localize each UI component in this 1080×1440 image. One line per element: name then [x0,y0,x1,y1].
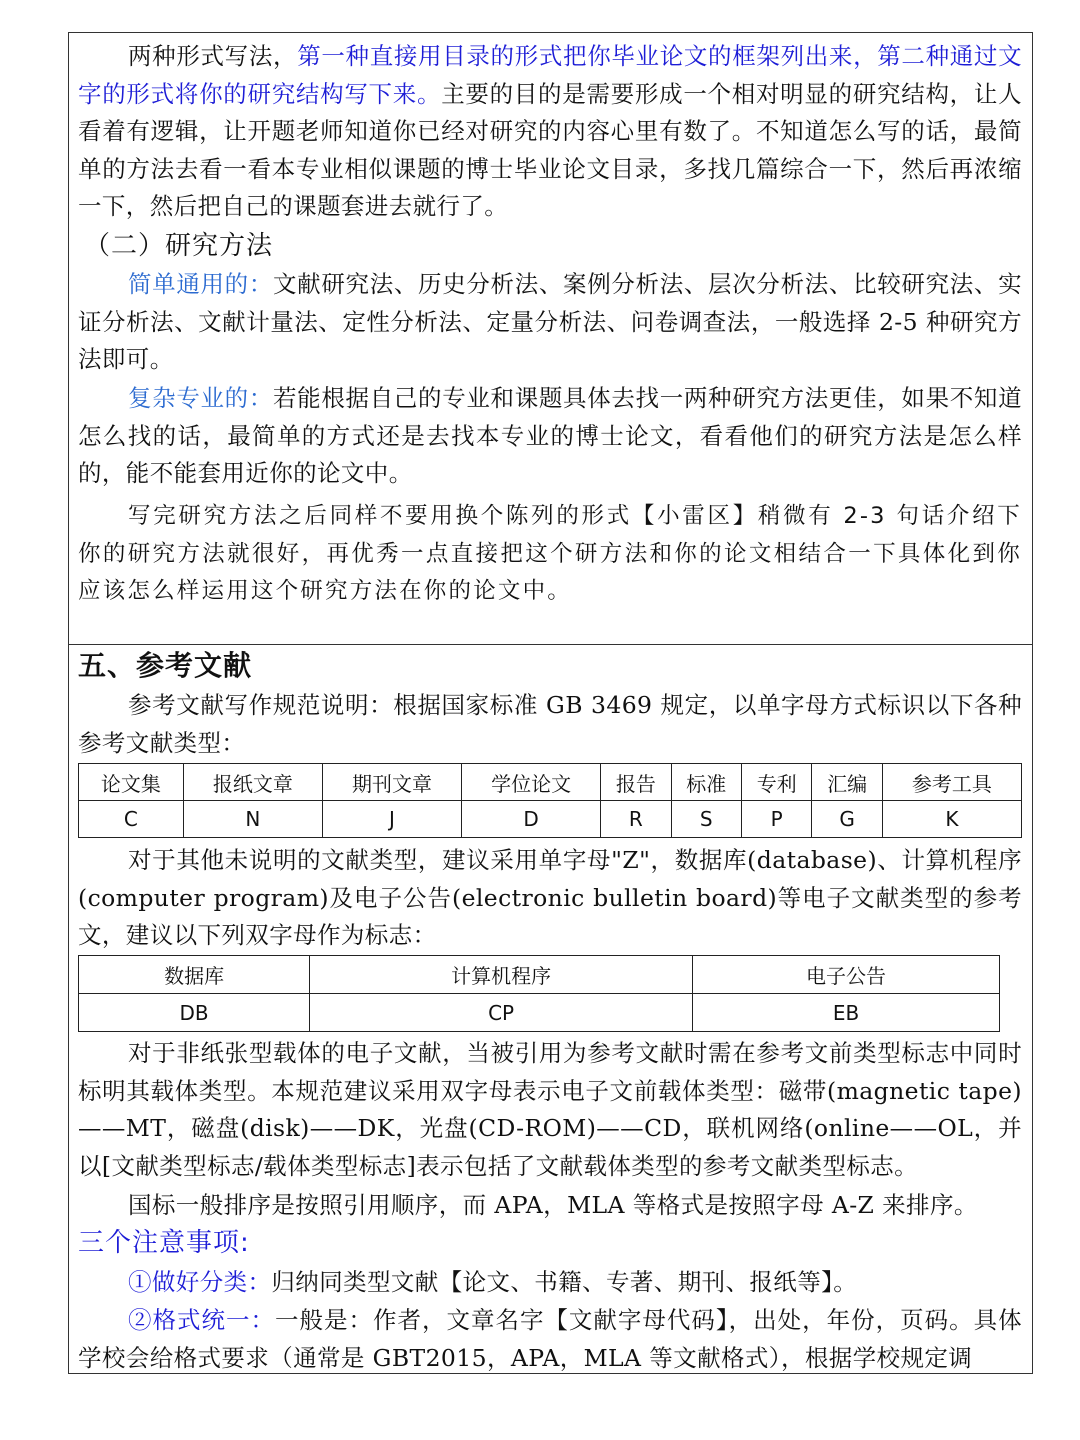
table-cell: P [741,801,811,838]
note-classify-text: 归纳同类型文献【论文、书籍、专著、期刊、报纸等】。 [271,1268,858,1296]
table-cell: S [671,801,741,838]
electronic-types-paragraph: 对于其他未说明的文献类型，建议采用单字母"Z"，数据库(database)、计算机程序(computer program)及电子公告(electronic bulletin board)等电子文献类型的参考文，建议以下列双字母作为标志： [78,846,1022,949]
table-header-cell: 论文集 [79,764,184,801]
table-header-cell: 数据库 [79,956,310,994]
complex-methods-paragraph [78,380,1022,493]
table-header-cell: 电子公告 [692,956,999,994]
table-cell: G [812,801,882,838]
note-classify [78,1264,1022,1302]
table-cell: DB [79,994,310,1032]
table-row [79,994,1000,1032]
table-cell: EB [692,994,999,1032]
ordering-paragraph: 国标一般排序是按照引用顺序，而 APA，MLA 等格式是按照字母 A-Z 来排序。 [128,1191,978,1219]
note-format-label: ②格式统一： [128,1306,275,1334]
simple-methods-paragraph [78,266,1022,379]
double-letter-codes-table [78,955,1000,1032]
table-header-cell: 专利 [741,764,811,801]
structure-lead: 两种形式写法， [128,42,298,70]
table-header-row [79,956,1000,994]
references-title: 五、参考文献 [78,649,253,682]
table-cell: R [601,801,671,838]
table-cell: N [183,801,322,838]
handwritten-note: 写完研究方法之后同样不要用换个陈列的形式【小雷区】稍微有 2-3 句话介绍下你的研究方法就很好，再优秀一点直接把这个研方法和你的论文相结合一下具体化到你应该怎么样运用这个研究方法在你的论文中。 [78,503,1022,604]
complex-methods-label: 复杂专业的： [128,384,274,412]
structure-paragraph [78,38,1022,226]
methods-heading: （二）研究方法 [84,231,274,261]
table-header-cell: 计算机程序 [310,956,693,994]
note-format-text: 一般是：作者，文章名字【文献字母代码】，出处，年份，页码。具体学校会给格式要求（通常是 GBT2015，APA，MLA 等文献格式），根据学校规定调 [78,1306,1022,1372]
simple-methods-text: 文献研究法、历史分析法、案例分析法、层次分析法、比较研究法、实证分析法、文献计量法、定性分析法、定量分析法、问卷调查法，一般选择 2-5 种研究方法即可。 [78,270,1022,373]
section-divider [68,644,1033,645]
structure-rest: 主要的目的是需要形成一个相对明显的研究结构，让人看着有逻辑，让开题老师知道你已经对研究的内容心里有数了。不知道怎么写的话，最简单的方法去看一看本专业相似课题的博士毕业论文目录，多找几篇综合一下，然后再浓缩一下，然后把自己的课题套进去就行了。 [78,79,1022,220]
structure-highlight: 第一种直接用目录的形式把你毕业论文的框架列出来，第二种通过文字的形式将你的研究结构写下来。 [78,42,1022,108]
table-header-row [79,764,1022,801]
table-cell: CP [310,994,693,1032]
notes-title: 三个注意事项: [78,1228,250,1258]
table-cell: K [882,801,1021,838]
table-header-cell: 报告 [601,764,671,801]
simple-methods-label: 简单通用的： [128,270,274,298]
table-header-cell: 汇编 [812,764,882,801]
table-header-cell: 标准 [671,764,741,801]
single-letter-codes-table [78,763,1022,838]
table-header-cell: 期刊文章 [322,764,461,801]
note-classify-label: ①做好分类： [128,1268,272,1296]
table-header-cell: 参考工具 [882,764,1021,801]
table-cell: C [79,801,184,838]
table-header-cell: 学位论文 [462,764,601,801]
table-cell: J [322,801,461,838]
carrier-types-paragraph: 对于非纸张型载体的电子文献，当被引用为参考文献时需在参考文前类型标志中同时标明其载体类型。本规范建议采用双字母表示电子文前载体类型：磁带(magnetic tape)——MT，磁盘(disk)——DK，光盘(CD-ROM)——CD，联机网络(online——OL，并以[文献类型标志/载体类型标志]表示包括了文献载体类型的参考文献类型标志。 [78,1039,1022,1180]
note-format [78,1302,1022,1377]
table-cell: D [462,801,601,838]
table-row [79,801,1022,838]
table-header-cell: 报纸文章 [183,764,322,801]
references-intro: 参考文献写作规范说明：根据国家标准 GB 3469 规定，以单字母方式标识以下各种参考文献类型： [78,691,1022,757]
complex-methods-text: 若能根据自己的专业和课题具体去找一两种研究方法更佳，如果不知道怎么找的话，最简单的方式还是去找本专业的博士论文，看看他们的研究方法是怎么样的，能不能套用近你的论文中。 [78,384,1022,487]
